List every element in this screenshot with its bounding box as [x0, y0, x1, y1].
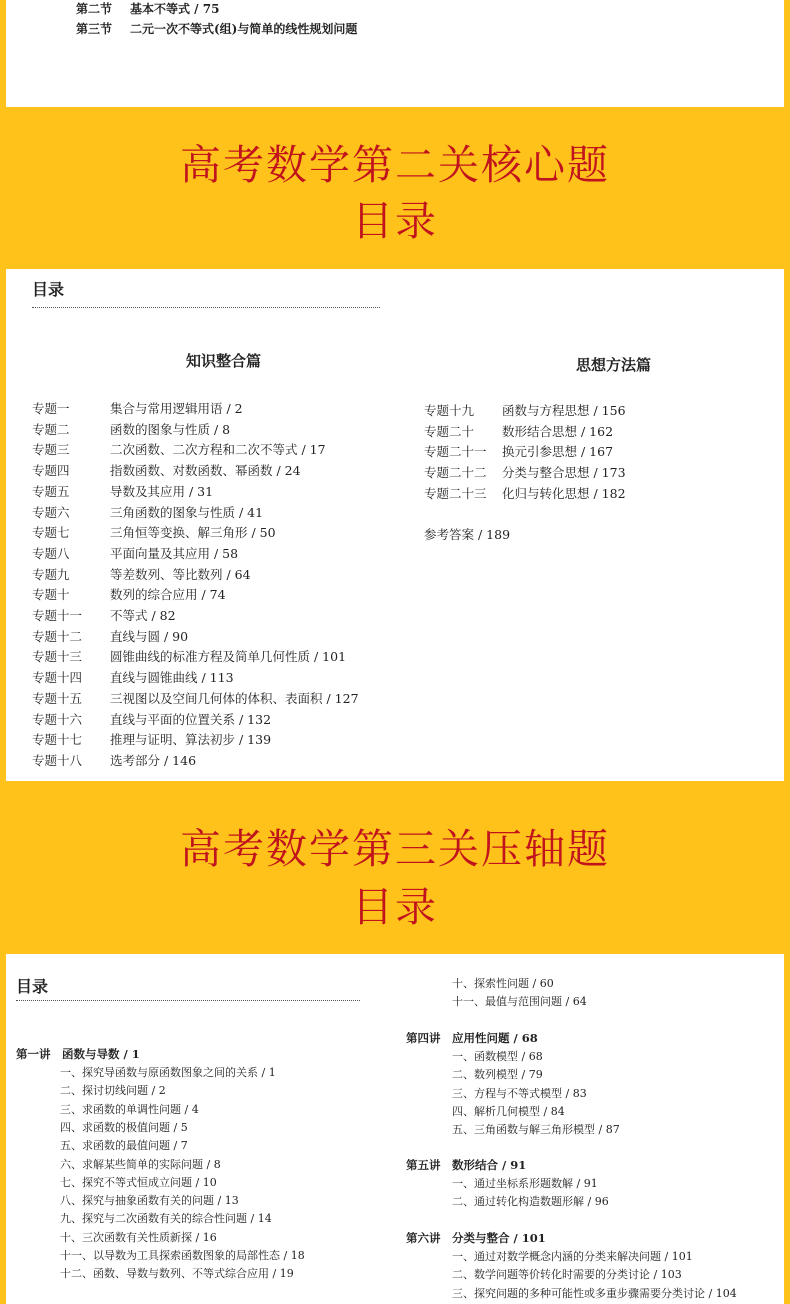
subsection-item: 十、三次函数有关性质新探 / 16 — [60, 1230, 217, 1244]
topic-number: 专题十三 — [32, 649, 83, 665]
subsection-item: 五、求函数的最值问题 / 7 — [60, 1139, 188, 1153]
topic-number: 专题一 — [32, 401, 70, 416]
topic-title: 三角恒等变换、解三角形 / 50 — [110, 525, 276, 541]
toc-heading: 目录 — [16, 977, 49, 996]
topic-number: 专题十八 — [32, 752, 83, 768]
dotted-divider — [16, 1000, 360, 1001]
subsection-item: 三、方程与不等式模型 / 83 — [452, 1086, 587, 1100]
subsection-item: 九、探究与二次函数有关的综合性问题 / 14 — [60, 1212, 272, 1226]
topic-number: 专题五 — [32, 483, 70, 499]
topic-title: 平面向量及其应用 / 58 — [110, 545, 239, 561]
topic-number: 第一讲 — [16, 1047, 51, 1061]
banner-title: 高考数学第二关核心题 — [180, 141, 610, 189]
topic-number: 专题十 — [32, 587, 70, 603]
topic-title: 函数与导数 / 1 — [62, 1047, 140, 1061]
topic-number: 第五讲 — [406, 1158, 441, 1172]
topic-title: 三视图以及空间几何体的体积、表面积 / 127 — [110, 690, 359, 706]
subsection-item: 十、探索性问题 / 60 — [452, 977, 554, 990]
topic-title: 三角函数的图象与性质 / 41 — [110, 504, 264, 520]
topic-title: 圆锥曲线的标准方程及简单几何性质 / 101 — [110, 649, 347, 665]
subsection-item: 一、探究导函数与原函数图象之间的关系 / 1 — [60, 1066, 276, 1079]
section-number: 第二节 — [76, 2, 113, 16]
topic-number: 专题二十三 — [424, 485, 487, 501]
toc-heading: 目录 — [32, 280, 65, 299]
subsection-item: 十一、最值与范围问题 / 64 — [452, 995, 587, 1009]
subsection-item: 三、求函数的单调性问题 / 4 — [60, 1102, 199, 1116]
topic-title: 导数及其应用 / 31 — [110, 483, 214, 499]
section-title: 二元一次不等式(组)与简单的线性规划问题 — [130, 22, 358, 36]
topic-number: 专题二十一 — [424, 444, 487, 460]
topic-title: 换元引参思想 / 167 — [502, 444, 614, 460]
subsection-item: 四、求函数的极值问题 / 5 — [60, 1120, 188, 1134]
topic-title: 指数函数、对数函数、幂函数 / 24 — [110, 463, 301, 479]
topic-number: 专题七 — [32, 525, 70, 541]
topic-number: 第六讲 — [406, 1231, 441, 1245]
topic-title: 数形结合 / 91 — [452, 1158, 527, 1172]
subsection-item: 七、探究不等式恒成立问题 / 10 — [60, 1175, 217, 1189]
column-header-knowledge: 知识整合篇 — [186, 352, 262, 370]
topic-number: 专题四 — [32, 463, 70, 479]
subsection-item: 一、通过坐标系形题数解 / 91 — [452, 1177, 598, 1190]
answers-row: 参考答案 / 189 — [424, 527, 511, 542]
topic-title: 直线与圆锥曲线 / 113 — [110, 670, 234, 686]
subsection-item: 六、求解某些简单的实际问题 / 8 — [60, 1157, 221, 1171]
toc-page-fragment-top — [6, 0, 784, 107]
topic-title: 应用性问题 / 68 — [452, 1031, 538, 1045]
topic-number: 第四讲 — [406, 1031, 441, 1045]
topic-number: 专题九 — [32, 566, 70, 582]
banner-title: 高考数学第三关压轴题 — [180, 825, 610, 873]
topic-number: 专题十一 — [32, 608, 83, 623]
topic-number: 专题二十 — [424, 423, 475, 439]
topic-title: 等差数列、等比数列 / 64 — [110, 566, 251, 582]
toc-page-final-questions — [6, 954, 784, 1304]
banner-subtitle: 目录 — [352, 197, 438, 245]
topic-number: 专题十七 — [32, 732, 83, 748]
subsection-item: 二、探讨切线问题 / 2 — [60, 1084, 166, 1098]
topic-title: 函数的图象与性质 / 8 — [110, 421, 231, 437]
topic-number: 专题六 — [32, 504, 70, 520]
topic-number: 专题十五 — [32, 690, 83, 706]
topic-title: 分类与整合 / 101 — [452, 1231, 546, 1245]
topic-number: 专题十四 — [32, 670, 83, 686]
topic-title: 选考部分 / 146 — [110, 752, 197, 768]
topic-number: 专题二十二 — [424, 465, 487, 481]
topic-title: 函数与方程思想 / 156 — [502, 403, 626, 418]
topic-title: 不等式 / 82 — [110, 608, 176, 623]
section-number: 第三节 — [76, 22, 113, 36]
subsection-item: 一、通过对数学概念内涵的分类来解决问题 / 101 — [452, 1250, 693, 1263]
subsection-item: 五、三角函数与解三角形模型 / 87 — [452, 1123, 620, 1137]
topic-title: 直线与平面的位置关系 / 132 — [110, 711, 272, 727]
column-header-methods: 思想方法篇 — [576, 356, 652, 374]
subsection-item: 八、探究与抽象函数有关的问题 / 13 — [60, 1194, 239, 1208]
topic-title: 化归与转化思想 / 182 — [502, 485, 626, 501]
topic-title: 二次函数、二次方程和二次不等式 / 17 — [110, 442, 326, 458]
subsection-item: 二、数列模型 / 79 — [452, 1068, 543, 1082]
topic-title: 分类与整合思想 / 173 — [502, 465, 626, 481]
dotted-divider — [32, 307, 380, 308]
topic-number: 专题十二 — [32, 628, 83, 644]
subsection-item: 二、数学问题等价转化时需要的分类讨论 / 103 — [452, 1268, 682, 1282]
subsection-item: 一、函数模型 / 68 — [452, 1050, 543, 1063]
topic-title: 直线与圆 / 90 — [110, 628, 189, 644]
section-title: 基本不等式 / 75 — [130, 2, 220, 16]
subsection-item: 三、探究问题的多种可能性或多重步骤需要分类讨论 / 104 — [452, 1286, 737, 1300]
banner-subtitle: 目录 — [352, 883, 438, 931]
topic-title: 数列的综合应用 / 74 — [110, 587, 226, 603]
toc-page-core-questions — [6, 269, 784, 781]
topic-title: 推理与证明、算法初步 / 139 — [110, 732, 272, 748]
topic-number: 专题十六 — [32, 711, 83, 727]
topic-title: 数形结合思想 / 162 — [502, 423, 614, 439]
subsection-item: 四、解析几何模型 / 84 — [452, 1104, 565, 1118]
topic-number: 专题八 — [32, 545, 70, 561]
subsection-item: 十一、以导数为工具探索函数图象的局部性态 / 18 — [60, 1249, 305, 1262]
topic-number: 专题十九 — [424, 403, 475, 418]
topic-title: 集合与常用逻辑用语 / 2 — [110, 401, 243, 416]
subsection-item: 十二、函数、导数与数列、不等式综合应用 / 19 — [60, 1267, 294, 1281]
subsection-item: 二、通过转化构造数题形解 / 96 — [452, 1195, 609, 1209]
topic-number: 专题二 — [32, 421, 70, 437]
topic-number: 专题三 — [32, 442, 70, 458]
